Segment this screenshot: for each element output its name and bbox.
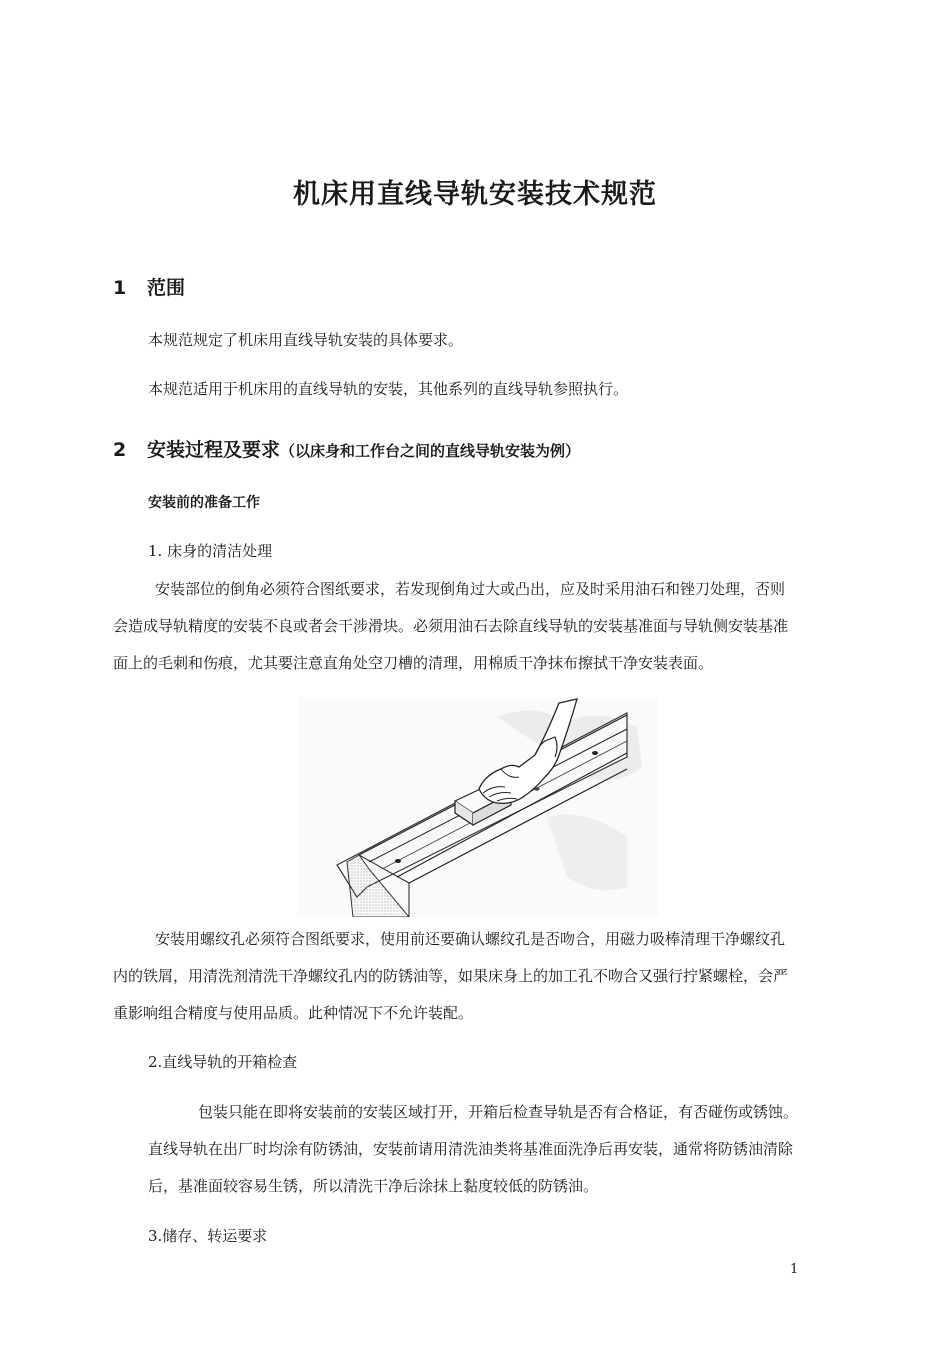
section-1-heading — [113, 273, 185, 300]
subheading-preparation: 安装前的准备工作 — [148, 495, 260, 511]
section-1-paragraph-2: 本规范适用于机床用的直线导轨的安装，其他系列的直线导轨参照执行。 — [148, 380, 629, 398]
item-1-after-line-2: 内的铁屑，用清洗剂清洗干净螺纹孔内的防锈油等，如果床身上的加工孔不吻合又强行拧紧螺栓，会严 — [113, 967, 789, 985]
item-2-line-1: 包装只能在即将安装前的安装区域打开，开箱后检查导轨是否有合格证，有否碰伤或锈蚀。 — [198, 1103, 799, 1121]
section-2-heading — [113, 435, 580, 462]
page-number: 1 — [790, 1262, 799, 1277]
section-2-title: 安装过程及要求 — [147, 439, 281, 461]
guide-rail-cleaning-figure — [297, 697, 659, 917]
item-2-label: 2.直线导轨的开箱检查 — [148, 1053, 298, 1071]
item-1-after-line-1: 安装用螺纹孔必须符合图纸要求，使用前还要确认螺纹孔是否吻合，用磁力吸棒清理干净螺纹孔 — [155, 930, 786, 948]
item-1-paragraph-after-figure — [113, 921, 788, 1032]
item-2-line-2: 直线导轨在出厂时均涂有防锈油，安装前请用清洗油类将基准面洗净后再安装，通常将防锈油清除 — [148, 1140, 794, 1158]
item-1-label: 1. 床身的清洁处理 — [148, 542, 273, 560]
section-1-paragraph-1: 本规范规定了机床用直线导轨安装的具体要求。 — [148, 331, 464, 349]
item-1-line-3: 面上的毛刺和伤痕，尤其要注意直角处空刀槽的清理，用棉质干净抹布擦拭干净安装表面。 — [113, 654, 714, 672]
item-1-line-2: 会造成导轨精度的安装不良或者会干涉滑块。必须用油石去除直线导轨的安装基准面与导轨侧安装基准 — [113, 617, 789, 635]
item-3-label: 3.储存、转运要求 — [148, 1227, 268, 1245]
item-1-line-1: 安装部位的倒角必须符合图纸要求，若发现倒角过大或凸出，应及时采用油石和锉刀处理，否则 — [155, 580, 786, 598]
item-1-after-line-3: 重影响组合精度与使用品质。此种情况下不允许装配。 — [113, 1004, 474, 1022]
item-1-paragraph — [113, 571, 788, 682]
section-1-number: 1 — [113, 277, 127, 299]
section-1-title: 范围 — [147, 277, 186, 299]
item-2-line-3: 后，基准面较容易生锈，所以清洗干净后涂抹上黏度较低的防锈油。 — [148, 1177, 599, 1195]
section-2-number: 2 — [113, 439, 127, 461]
section-2-note: （以床身和工作台之间的直线导轨安装为例） — [280, 442, 581, 460]
document-title: 机床用直线导轨安装技术规范 — [293, 179, 657, 210]
item-2-paragraph — [148, 1094, 798, 1205]
